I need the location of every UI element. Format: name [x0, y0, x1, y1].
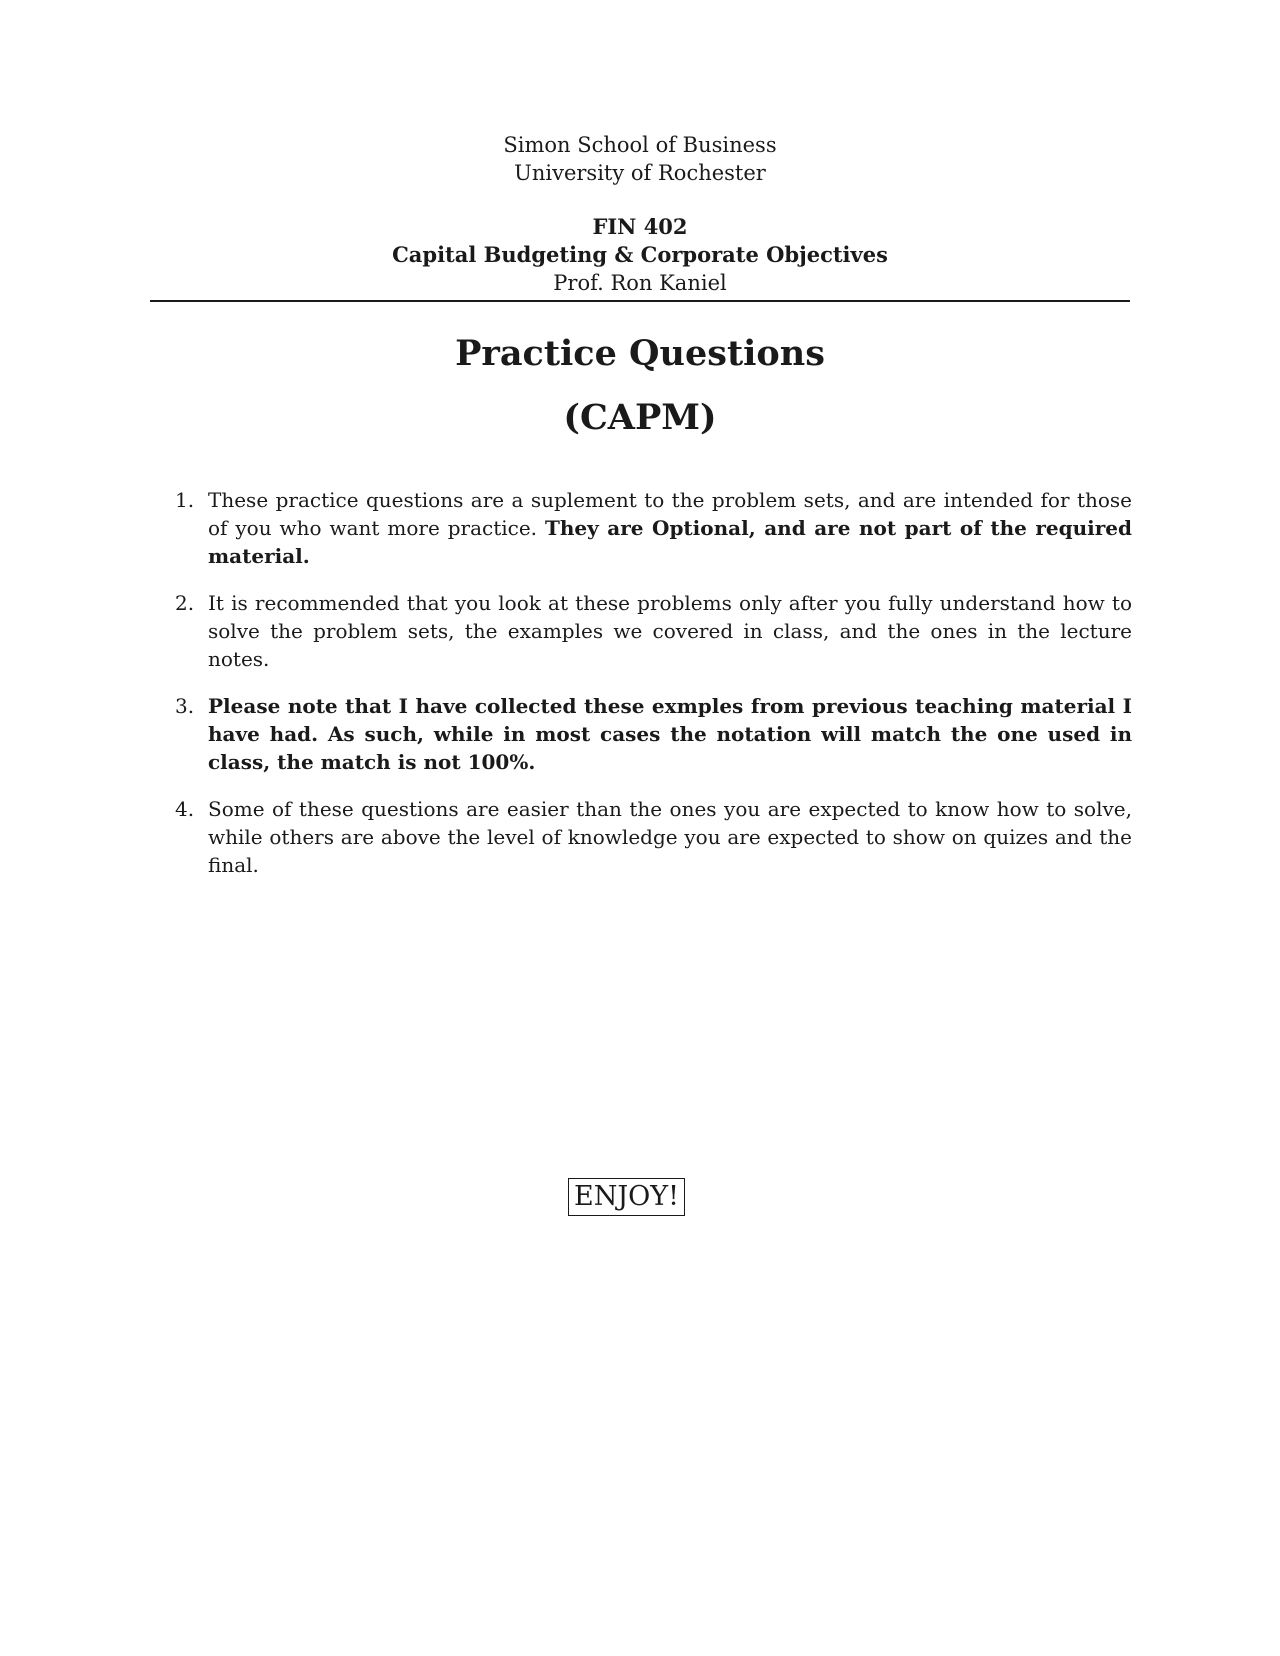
professor-name: Prof. Ron Kaniel: [553, 271, 727, 295]
course-title: Capital Budgeting & Corporate Objectives: [392, 242, 888, 267]
course-code: FIN 402: [592, 214, 688, 239]
course-block: [0, 213, 1280, 297]
note-text: Some of these questions are easier than the ones you are expected to know how to solve, while others are above the level of knowledge you are expected to show on quizes and the final.: [208, 797, 1132, 877]
institution-block: [0, 131, 1280, 187]
page-title: Practice Questions: [455, 333, 825, 374]
list-number: 3.: [175, 694, 195, 718]
university-name: University of Rochester: [514, 161, 766, 185]
note-bold-text: They are Optional, and are not part of the required material.: [208, 516, 1133, 568]
note-text: These practice questions are a suplement to the problem sets, and are intended for those of you who want more practice.: [208, 488, 1132, 540]
list-item: [170, 589, 1132, 673]
list-item: [170, 795, 1132, 879]
header-divider: [150, 300, 1130, 302]
page-subtitle: (CAPM): [563, 397, 717, 438]
school-name: Simon School of Business: [503, 133, 777, 157]
list-number: 1.: [175, 488, 195, 512]
note-bold-text: Please note that I have collected these exmples from previous teaching material I have had. As such, while in most cases the notation will match the one used in class, the match is not 100%.: [208, 694, 1132, 774]
list-number: 2.: [175, 591, 195, 615]
list-item: [170, 486, 1132, 570]
notes-list: [170, 486, 1132, 898]
list-item: [170, 692, 1132, 776]
list-number: 4.: [175, 797, 195, 821]
note-text: It is recommended that you look at these problems only after you fully understand how to solve the problem sets, the examples we covered in class, and the ones in the lecture notes.: [208, 591, 1132, 671]
enjoy-box: ENJOY!: [568, 1178, 685, 1216]
